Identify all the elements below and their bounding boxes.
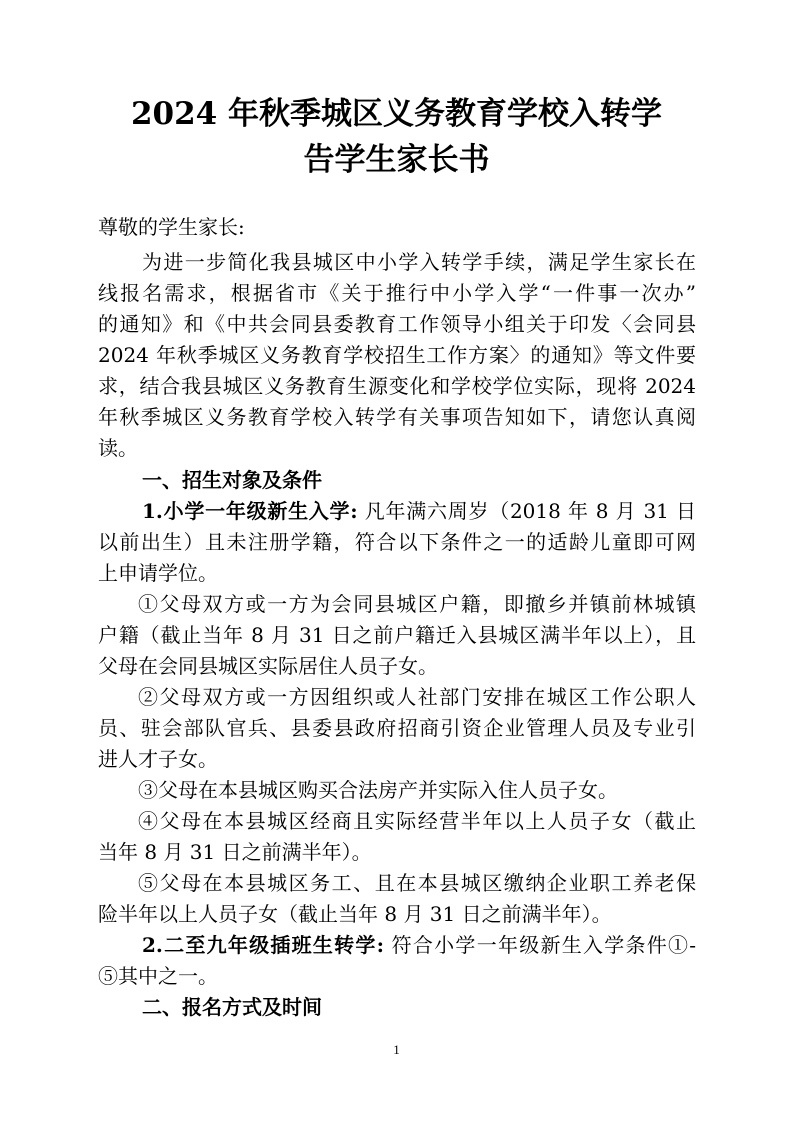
item-2-line-1 [142, 935, 696, 955]
condition-1-line-1: ①父母双方或一方为会同县城区户籍，即撤乡并镇前林城镇 [138, 592, 696, 616]
intro-line-2: 线报名需求，根据省市《关于推行中小学入学“一件事一次办” [98, 281, 696, 305]
salutation: 尊敬的学生家长: [98, 215, 245, 239]
item-1-line-1 [142, 501, 696, 521]
section-1-heading: 一、招生对象及条件 [142, 468, 322, 492]
item-1-text: 凡年满六周岁（2018 年 8 月 31 日 [357, 499, 696, 523]
document-title-line-1: 2024 年秋季城区义务教育学校入转学 [130, 96, 663, 132]
section-2-heading: 二、报名方式及时间 [142, 995, 322, 1019]
condition-5-line-1: ⑤父母在本县城区务工、且在本县城区缴纳企业职工养老保 [138, 871, 696, 895]
condition-1-line-3: 父母在会同县城区实际居住人员子女。 [98, 654, 438, 678]
item-1-line-2: 以前出生）且未注册学籍，符合以下条件之一的适龄儿童即可网 [98, 530, 696, 554]
intro-line-6: 年秋季城区义务教育学校入转学有关事项告知如下，请您认真阅 [98, 405, 696, 429]
condition-2-line-1: ②父母双方或一方因组织或人社部门安排在城区工作公职人 [138, 685, 696, 709]
item-1-line-3: 上申请学位。 [98, 561, 218, 585]
condition-2-line-2: 员、驻会部队官兵、县委县政府招商引资企业管理人员及专业引 [98, 716, 696, 740]
condition-4-line-1: ④父母在本县城区经商且实际经营半年以上人员子女（截止 [138, 809, 696, 833]
intro-line-1: 为进一步简化我县城区中小学入转学手续，满足学生家长在 [142, 250, 696, 274]
item-2-line-2: ⑤其中之一。 [98, 964, 218, 988]
condition-4-line-2: 当年 8 月 31 日之前满半年）。 [98, 840, 372, 864]
intro-line-7: 读。 [98, 436, 138, 460]
condition-5-line-2: 险半年以上人员子女（截止当年 8 月 31 日之前满半年）。 [98, 902, 612, 926]
item-2-text: 符合小学一年级新生入学条件①- [384, 933, 696, 957]
document-title-line-2: 告学生家长书 [303, 142, 490, 178]
page-number: 1 [393, 1042, 400, 1057]
item-1-label: 1.小学一年级新生入学: [142, 499, 358, 523]
condition-1-line-2: 户籍（截止当年 8 月 31 日之前户籍迁入县城区满半年以上），且 [98, 623, 696, 647]
intro-line-5: 求，结合我县城区义务教育生源变化和学校学位实际，现将 2024 [98, 374, 696, 398]
condition-3-line-1: ③父母在本县城区购买合法房产并实际入住人员子女。 [138, 778, 618, 802]
intro-line-3: 的通知》和《中共会同县委教育工作领导小组关于印发〈会同县 [98, 312, 696, 336]
intro-line-4: 2024 年秋季城区义务教育学校招生工作方案〉的通知》等文件要 [98, 343, 696, 367]
condition-2-line-3: 进人才子女。 [98, 747, 218, 771]
item-2-label: 2.二至九年级插班生转学: [142, 933, 385, 957]
